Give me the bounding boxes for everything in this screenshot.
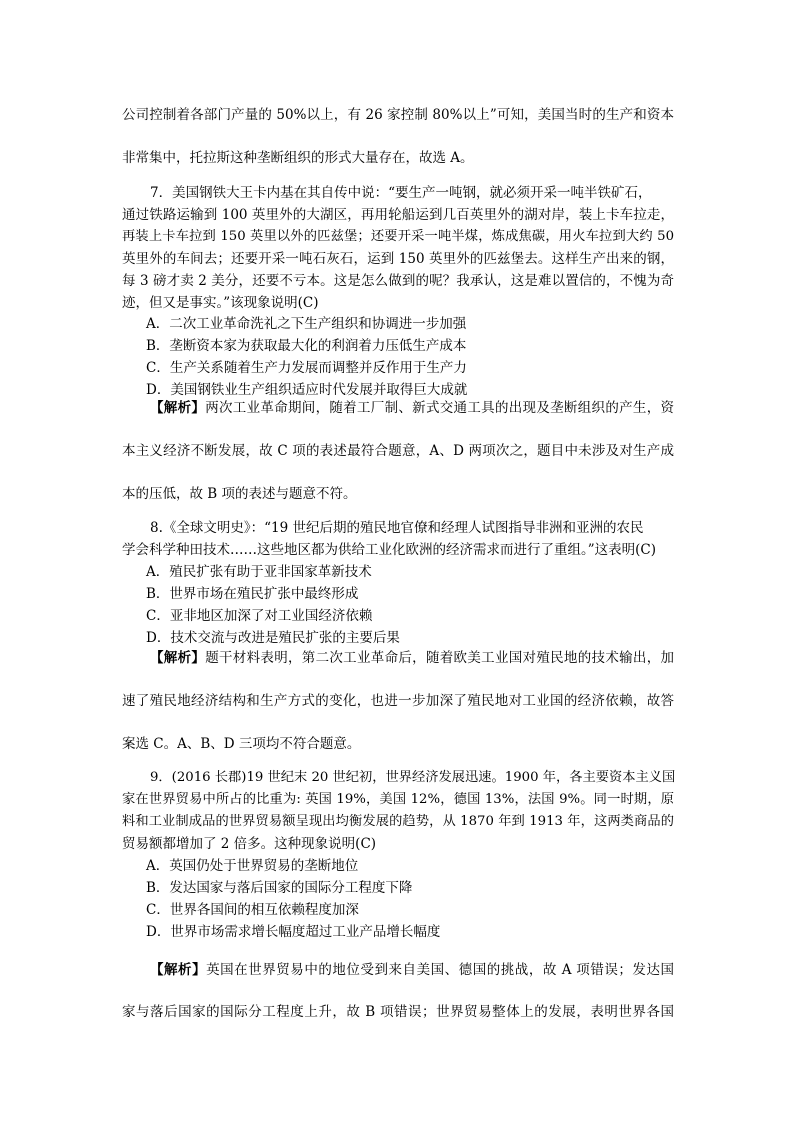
option-d: D．技术交流与改进是殖民扩张的主要后果 <box>146 630 400 646</box>
option-c: C．亚非地区加深了对工业国经济依赖 <box>146 608 373 624</box>
question-7-line: 通过铁路运输到 100 英里外的大湖区，再用轮船运到几百英里外的湖对岸，装上卡车拉走， <box>122 207 674 223</box>
paragraph-line: 公司控制着各部门产量的 50%以上，有 26 家控制 80%以上”可知，美国当时的生产和资本 <box>122 107 674 123</box>
question-7-line: 英里外的车间去；还要开采一吨石灰石，运到 150 英里外的匹兹堡去。这样生产出来的钢， <box>122 251 674 267</box>
analysis-7-line: 本的压低，故 B 项的表述与题意不符。 <box>122 486 357 502</box>
analysis-tag: 【解析】 <box>150 400 206 416</box>
question-7-line: 7．美国钢铁大王卡内基在其自传中说：“要生产一吨钢，就必须开采一吨半铁矿石， <box>150 185 652 201</box>
question-9-line: 料和工业制成品的世界贸易额呈现出均衡发展的趋势，从 1870 年到 1913 年，这两类商品的 <box>122 814 674 829</box>
option-b: B．世界市场在殖民扩张中最终形成 <box>146 586 359 602</box>
question-7-line: 迹，但又是事实。”该现象说明(C) <box>122 295 319 311</box>
analysis-tag: 【解析】 <box>150 650 206 666</box>
question-9-line: 9．(2016 长郡)19 世纪末 20 世纪初，世界经济发展迅速。1900 年，各主要资本主义国 <box>150 770 676 785</box>
analysis-9-line: 【解析】英国在世界贸易中的地位受到来自美国、德国的挑战，故 A 项错误；发达国 <box>150 962 674 978</box>
question-7-line: 再装上卡车拉到 150 英里以外的匹兹堡；还要开采一吨半煤，炼成焦碳，用火车拉到大约 50 <box>122 229 674 244</box>
option-c: C．世界各国间的相互依赖程度加深 <box>146 902 359 918</box>
question-7-line: 每 3 磅才卖 2 美分，还要不亏本。这是怎么做到的呢？我承认，这是难以置信的，不愧为奇 <box>122 273 674 289</box>
option-b: B．垄断资本家为获取最大化的利润着力压低生产成本 <box>146 338 467 354</box>
analysis-8-line: 速了殖民地经济结构和生产方式的变化，也进一步加深了殖民地对工业国的经济依赖，故答 <box>122 693 674 709</box>
analysis-7-line: 【解析】两次工业革命期间，随着工厂制、新式交通工具的出现及垄断组织的产生，资 <box>150 400 675 416</box>
option-d: D．世界市场需求增长幅度超过工业产品增长幅度 <box>146 924 441 940</box>
question-8-line: 8.《全球文明史》：“19 世纪后期的殖民地官僚和经理人试图指导非洲和亚洲的农民 <box>150 520 644 536</box>
analysis-8-line: 案选 C。A、B、D 三项均不符合题意。 <box>122 736 361 752</box>
analysis-tag: 【解析】 <box>150 962 207 978</box>
question-9-line: 贸易额都增加了 2 倍多。这种现象说明(C) <box>122 836 377 852</box>
paragraph-line: 非常集中，托拉斯这种垄断组织的形式大量存在，故选 A。 <box>122 150 474 166</box>
option-a: A．二次工业革命洗礼之下生产组织和协调进一步加强 <box>146 316 467 332</box>
option-a: A．殖民扩张有助于亚非国家革新技术 <box>146 564 372 580</box>
option-b: B．发达国家与落后国家的国际分工程度下降 <box>146 880 413 896</box>
question-9-line: 家在世界贸易中所占的比重为: 英国 19%，美国 12%，德国 13%，法国 9%。同一时期，原 <box>122 792 674 807</box>
option-d: D．美国钢铁业生产组织适应时代发展并取得巨大成就 <box>146 382 468 398</box>
option-c: C．生产关系随着生产力发展而调整并反作用于生产力 <box>146 360 467 376</box>
question-8-line: 学会科学种田技术……这些地区都为供给工业化欧洲的经济需求而进行了重组。”这表明(C) <box>122 542 657 558</box>
analysis-9-line: 家与落后国家的国际分工程度上升，故 B 项错误；世界贸易整体上的发展，表明世界各国 <box>122 1004 674 1020</box>
analysis-7-line: 本主义经济不断发展，故 C 项的表述最符合题意，A、D 两项次之，题目中未涉及对生产成 <box>122 443 674 459</box>
analysis-8-line: 【解析】题干材料表明，第二次工业革命后，随着欧美工业国对殖民地的技术输出，加 <box>150 650 675 666</box>
option-a: A．英国仍处于世界贸易的垄断地位 <box>146 858 359 874</box>
